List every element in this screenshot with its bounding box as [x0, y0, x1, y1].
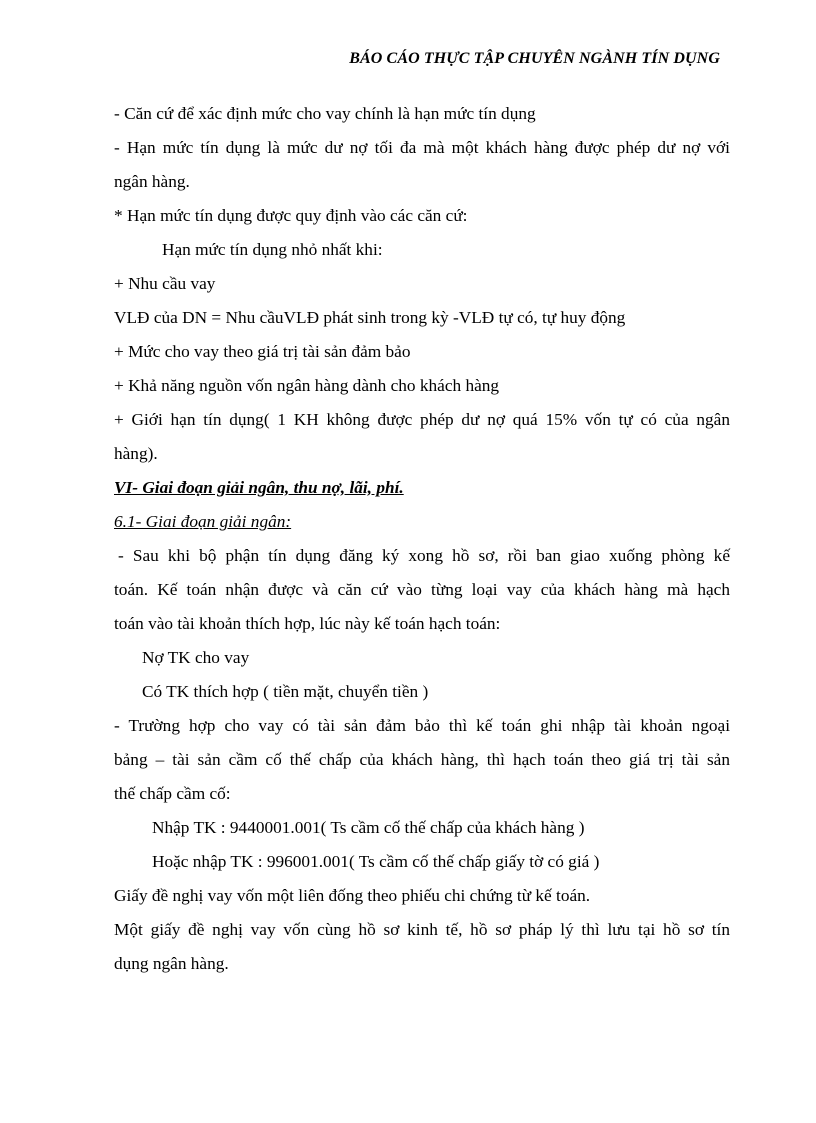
paragraph-line: toán vào tài khoản thích hợp, lúc này kế toán hạch toán: — [114, 614, 501, 633]
paragraph-line: Hạn mức tín dụng nhỏ nhất khi: — [162, 240, 383, 259]
paragraph-line: toán. Kế toán nhận được và căn cứ vào từng loại vay của khách hàng mà hạch — [114, 580, 730, 599]
paragraph-line: - Trường hợp cho vay có tài sản đảm bảo thì kế toán ghi nhập tài khoản ngoại — [114, 716, 730, 735]
paragraph-line: hàng). — [114, 444, 158, 463]
paragraph-line: - Hạn mức tín dụng là mức dư nợ tối đa mà một khách hàng được phép dư nợ với — [114, 138, 730, 157]
list-item: + Nhu cầu vay — [114, 274, 216, 293]
list-item: + Khả năng nguồn vốn ngân hàng dành cho khách hàng — [114, 376, 500, 395]
paragraph-line: * Hạn mức tín dụng được quy định vào các căn cứ: — [114, 206, 468, 225]
paragraph-line: bảng – tài sản cầm cố thế chấp của khách hàng, thì hạch toán theo giá trị tài sản — [114, 750, 730, 769]
formula-line: VLĐ của DN = Nhu cầuVLĐ phát sinh trong kỳ -VLĐ tự có, tự huy động — [114, 308, 626, 327]
list-item: + Mức cho vay theo giá trị tài sản đảm bảo — [114, 342, 411, 361]
page-header: BÁO CÁO THỰC TẬP CHUYÊN NGÀNH TÍN DỤNG — [349, 50, 720, 67]
section-heading: VI- Giai đoạn giải ngân, thu nợ, lãi, phí. — [114, 478, 404, 497]
accounting-entry: Nhập TK : 9440001.001( Ts cầm cố thế chấp của khách hàng ) — [152, 818, 585, 837]
paragraph-line: Giấy đề nghị vay vốn một liên đống theo phiếu chi chứng từ kế toán. — [114, 886, 591, 905]
paragraph-line: Một giấy đề nghị vay vốn cùng hồ sơ kinh tế, hồ sơ pháp lý thì lưu tại hồ sơ tín — [114, 920, 730, 939]
paragraph-line: - Sau khi bộ phận tín dụng đăng ký xong hồ sơ, rồi ban giao xuống phòng kế — [118, 546, 730, 565]
accounting-entry: Hoặc nhập TK : 996001.001( Ts cầm cố thế chấp giấy tờ có giá ) — [152, 852, 600, 871]
subsection-heading: 6.1- Giai đoạn giải ngân: — [114, 512, 292, 531]
accounting-entry: Nợ TK cho vay — [142, 648, 250, 667]
list-item: + Giới hạn tín dụng( 1 KH không được phép dư nợ quá 15% vốn tự có của ngân — [114, 410, 730, 429]
paragraph-line: thế chấp cầm cố: — [114, 784, 231, 803]
paragraph-line: dụng ngân hàng. — [114, 954, 229, 973]
accounting-entry: Có TK thích hợp ( tiền mặt, chuyển tiền ) — [142, 682, 429, 701]
paragraph-line: - Căn cứ để xác định mức cho vay chính là hạn mức tín dụng — [114, 104, 536, 123]
document-body — [114, 97, 730, 981]
paragraph-line: ngân hàng. — [114, 172, 190, 191]
